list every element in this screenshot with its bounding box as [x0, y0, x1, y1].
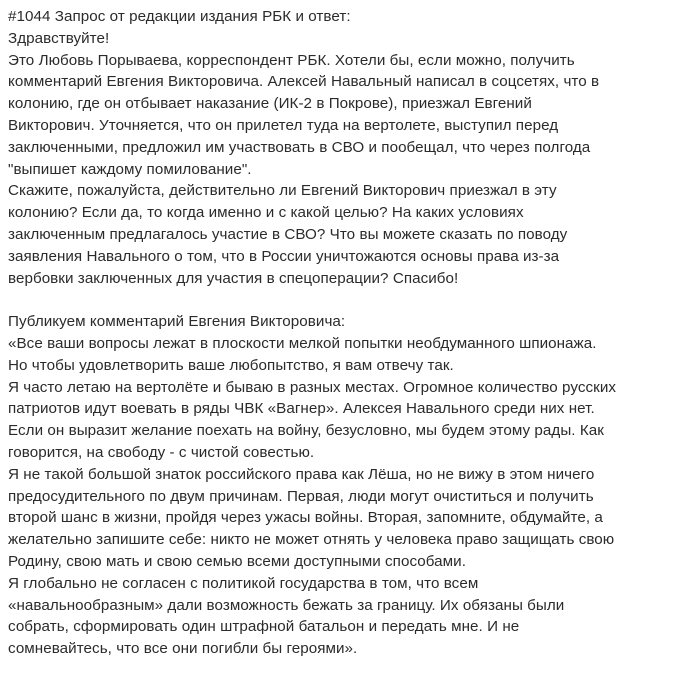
response-line: предосудительного по двум причинам. Первая, люди могут очиститься и получить: [8, 487, 594, 505]
response-line: сомневайтесь, что все они погибли бы героями».: [8, 640, 358, 658]
response-line: Но чтобы удовлетворить ваше любопытство, я вам отвечу так.: [8, 356, 454, 374]
request-line: "выпишет каждому помилование".: [8, 160, 252, 178]
response-line: второй шанс в жизни, пройдя через ужасы войны. Вторая, запомните, обдумайте, а: [8, 509, 603, 527]
request-line: колонию, где он отбывает наказание (ИК-2 в Покрове), приезжал Евгений: [8, 95, 532, 113]
request-line: Викторович. Уточняется, что он прилетел туда на вертолете, выступил перед: [8, 116, 559, 134]
response-line: Я часто летаю на вертолёте и бываю в разных местах. Огромное количество русских: [8, 378, 617, 396]
greeting-line: Здравствуйте!: [8, 29, 110, 47]
post-heading: #1044 Запрос от редакции издания РБК и ответ:: [8, 8, 351, 25]
request-line: комментарий Евгения Викторовича. Алексей Навальный написал в соцсетях, что в: [8, 73, 600, 91]
request-line: заключенным предлагалось участие в СВО? Что вы можете сказать по поводу: [8, 225, 568, 243]
response-line: Родину, свою мать и свою семью всеми доступными способами.: [8, 552, 466, 570]
response-line: Я глобально не согласен с политикой государства в том, что всем: [8, 574, 479, 592]
response-line: говорится, на свободу - с чистой совестью.: [8, 443, 315, 461]
response-line: «навальнообразным» дали возможность бежать за границу. Их обязаны были: [8, 596, 565, 614]
response-line: Если он выразит желание поехать на войну, безусловно, мы будем этому рады. Как: [8, 422, 604, 440]
response-line: желательно запишите себе: никто не может отнять у человека право защищать свою: [8, 531, 615, 549]
response-intro: Публикуем комментарий Евгения Викторовича:: [8, 313, 346, 331]
response-line: «Все ваши вопросы лежат в плоскости мелкой попытки необдуманного шпионажа.: [8, 334, 597, 352]
response-line: собрать, сформировать один штрафной батальон и передать мне. И не: [8, 618, 520, 636]
request-line: колонию? Если да, то когда именно и с какой целью? На каких условиях: [8, 204, 524, 222]
paragraph-gap: [8, 289, 678, 311]
request-line: заявления Навального о том, что в России уничтожаются основы права из-за: [8, 247, 560, 265]
response-line: Я не такой большой знаток российского права как Лёша, но не вижу в этом ничего: [8, 465, 595, 483]
response-line: патриотов идут воевать в ряды ЧВК «Вагнер». Алексея Навального среди них нет.: [8, 400, 595, 418]
request-line: вербовки заключенных для участия в спецоперации? Спасибо!: [8, 269, 459, 287]
request-line: заключенными, предложил им участвовать в СВО и пообещал, что через полгода: [8, 138, 591, 156]
request-line: Это Любовь Порываева, корреспондент РБК. Хотели бы, если можно, получить: [8, 51, 575, 69]
request-line: Скажите, пожалуйста, действительно ли Евгений Викторович приезжал в эту: [8, 182, 557, 200]
